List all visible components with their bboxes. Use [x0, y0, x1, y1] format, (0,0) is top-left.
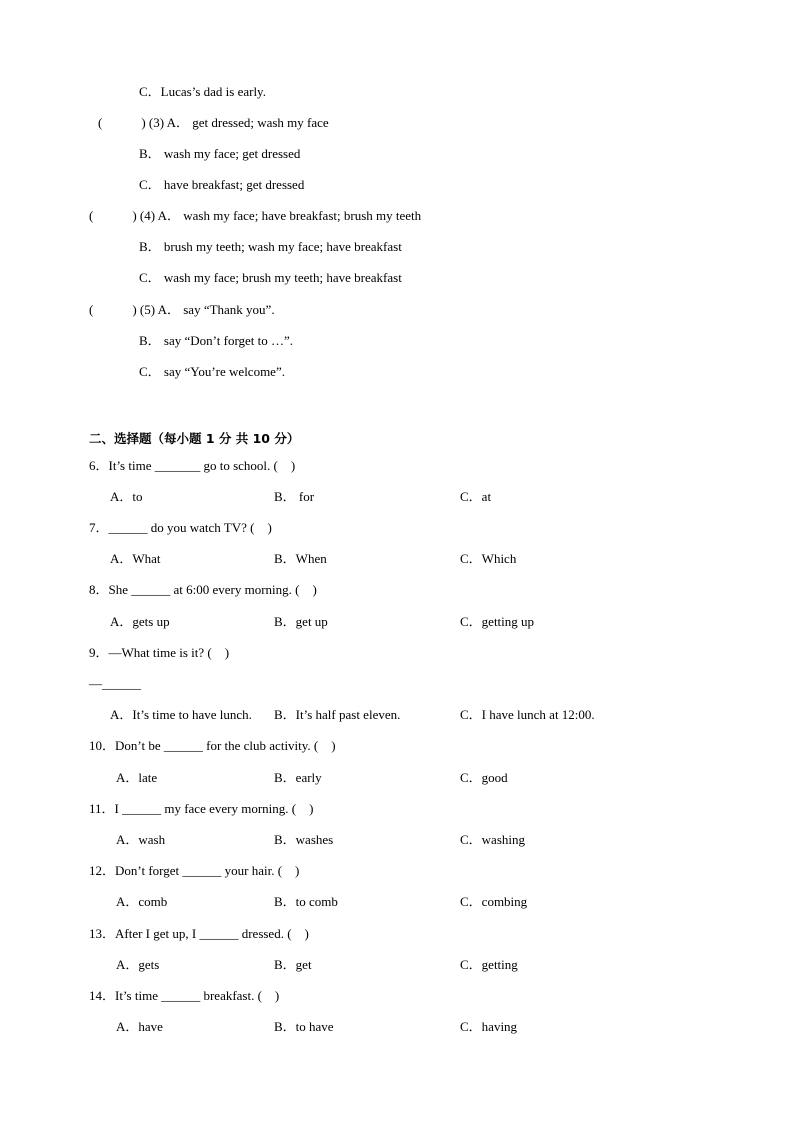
q3-option-b: B． wash my face; get dressed [139, 146, 301, 161]
q13-stem: 13．After I get up, I ______ dressed. ( ) [89, 926, 309, 941]
q5-stem: ( ) (5) A． say “Thank you”. [89, 302, 275, 317]
q5-option-b: B． say “Don’t forget to …”. [139, 333, 294, 348]
q6-option-a: A．to [110, 489, 143, 504]
q13-option-a: A．gets [116, 957, 160, 972]
q13-option-c: C．getting [460, 957, 518, 972]
q11-option-c: C．washing [460, 832, 526, 847]
q11-option-a: A．wash [116, 832, 166, 847]
q8-option-a: A．gets up [110, 614, 170, 629]
q7-option-b: B．When [274, 551, 327, 566]
q11-stem: 11．I ______ my face every morning. ( ) [89, 801, 314, 816]
q13-option-b: B．get [274, 957, 312, 972]
q6-stem: 6．It’s time _______ go to school. ( ) [89, 458, 296, 473]
q14-option-b: B．to have [274, 1019, 334, 1034]
q14-option-a: A．have [116, 1019, 163, 1034]
q12-option-c: C．combing [460, 894, 528, 909]
q11-option-b: B．washes [274, 832, 334, 847]
q12-option-a: A．comb [116, 894, 168, 909]
q3-stem: ( ) (3) A． get dressed; wash my face [98, 115, 329, 130]
q9-answer-blank: —______ [89, 676, 141, 691]
q9-option-b: B．It’s half past eleven. [274, 707, 401, 722]
q9-option-c: C．I have lunch at 12:00. [460, 707, 595, 722]
q8-stem: 8．She ______ at 6:00 every morning. ( ) [89, 582, 317, 597]
q4-option-b: B． brush my teeth; wash my face; have breakfast [139, 239, 402, 254]
q7-option-a: A．What [110, 551, 161, 566]
q10-option-c: C．good [460, 770, 508, 785]
q8-option-b: B．get up [274, 614, 328, 629]
q2-option-c: C．Lucas’s dad is early. [139, 84, 266, 99]
q9-option-a: A．It’s time to have lunch. [110, 707, 252, 722]
q14-option-c: C．having [460, 1019, 518, 1034]
q7-stem: 7．______ do you watch TV? ( ) [89, 520, 272, 535]
q4-stem: ( ) (4) A． wash my face; have breakfast; brush my teeth [89, 208, 422, 223]
q9-stem: 9．—What time is it? ( ) [89, 645, 230, 660]
q8-option-c: C．getting up [460, 614, 535, 629]
q12-option-b: B．to comb [274, 894, 338, 909]
q7-option-c: C．Which [460, 551, 517, 566]
q10-option-a: A．late [116, 770, 158, 785]
q10-option-b: B．early [274, 770, 322, 785]
q3-option-c: C． have breakfast; get dressed [139, 177, 305, 192]
q6-option-c: C．at [460, 489, 492, 504]
section-heading: 二、选择题（每小题 1 分 共 10 分） [89, 431, 300, 446]
q14-stem: 14．It’s time ______ breakfast. ( ) [89, 988, 280, 1003]
q12-stem: 12．Don’t forget ______ your hair. ( ) [89, 863, 300, 878]
q6-option-b: B． for [274, 489, 315, 504]
q5-option-c: C． say “You’re welcome”. [139, 364, 285, 379]
q10-stem: 10．Don’t be ______ for the club activity. ( ) [89, 738, 336, 753]
q4-option-c: C． wash my face; brush my teeth; have breakfast [139, 270, 402, 285]
